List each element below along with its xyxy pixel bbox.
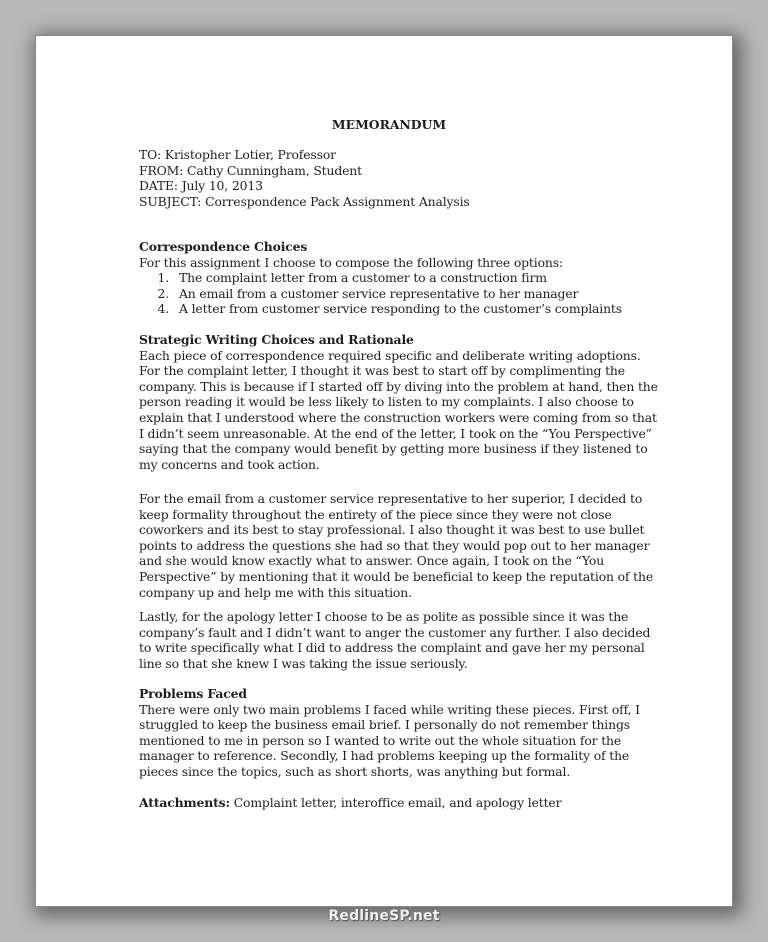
text-line: There were only two main problems I faced while writing these pieces. First off, I	[139, 701, 640, 717]
text-line: Perspective” by mentioning that it would be beneficial to keep the reputation of the	[139, 568, 654, 584]
text-line: mentioned to me in person so I wanted to write out the whole situation for the	[139, 732, 622, 748]
section-intro: For this assignment I choose to compose the following three options:	[139, 254, 563, 270]
text-line: struggled to keep the business email brief. I personally do not remember things	[139, 717, 630, 733]
list-item	[139, 270, 639, 286]
text-line: Lastly, for the apology letter I choose to be as polite as possible since it was the	[139, 609, 629, 624]
attachments-text: Complaint letter, interoffice email, and apology letter	[229, 795, 562, 810]
list-number: 2.	[157, 285, 169, 301]
text-line: pieces since the topics, such as short shorts, was anything but formal.	[139, 763, 571, 779]
text-line: Each piece of correspondence required specific and deliberate writing adoptions.	[139, 347, 641, 363]
text-line: For the complaint letter, I thought it was best to start off by complimenting the	[139, 363, 625, 379]
list-number: 4.	[157, 301, 169, 317]
memo-date: DATE: July 10, 2013	[139, 178, 263, 194]
list-item	[139, 286, 639, 302]
section-heading: Correspondence Choices	[139, 239, 308, 254]
paragraph-apology	[139, 609, 651, 671]
text-line: company up and help me with this situation.	[139, 584, 412, 600]
memo-from: FROM: Cathy Cunningham, Student	[139, 162, 362, 178]
list-text: An email from a customer service representative to her manager	[179, 285, 579, 301]
list-number: 1.	[157, 270, 169, 286]
text-line: person reading it would be less likely to listen to my complaints. I also choose to	[139, 394, 634, 410]
memo-to: TO: Kristopher Lotier, Professor	[139, 147, 336, 162]
text-line: explain that I understood where the construction workers were coming from so that	[139, 409, 657, 425]
section-strategic-writing	[139, 332, 658, 472]
section-correspondence-choices	[139, 239, 639, 317]
watermark-text: RedlineSP.net	[328, 908, 440, 924]
memo-header	[139, 147, 470, 209]
text-line: For the email from a customer service representative to her superior, I decided to	[139, 491, 643, 506]
section-attachments	[139, 795, 639, 811]
text-line: manager to reference. Secondly, I had problems keeping up the formality of the	[139, 748, 630, 764]
list-item	[139, 301, 639, 317]
text-line: and she would know exactly what to answer. Once again, I took on the “You	[139, 553, 605, 569]
paragraph-complaint-letter	[139, 347, 658, 473]
memo-title: MEMORANDUM	[331, 117, 447, 132]
paragraph-email	[139, 491, 654, 600]
text-line: company. This is because if I started off by diving into the problem at hand, then the	[139, 378, 658, 394]
text-line: keep formality throughout the entirety of the piece since they were not close	[139, 506, 612, 522]
attachments-line	[139, 795, 639, 811]
section-heading: Strategic Writing Choices and Rationale	[139, 332, 414, 347]
list-text: The complaint letter from a customer to a construction firm	[179, 270, 547, 286]
text-line: line so that she knew I was taking the issue seriously.	[139, 655, 468, 671]
text-line: coworkers and its best to stay professional. I also thought it was best to use bullet	[139, 522, 645, 538]
section-problems-faced	[139, 686, 639, 780]
attachments-label: Attachments:	[139, 795, 230, 810]
section-heading: Problems Faced	[139, 686, 247, 701]
text-line: I didn’t seem unreasonable. At the end of the letter, I took on the “You Perspective”	[139, 425, 652, 441]
list-text: A letter from customer service responding to the customer’s complaints	[179, 301, 622, 317]
text-line: my concerns and took action.	[139, 456, 320, 472]
text-line: saying that the company would benefit by getting more business if they listened to	[139, 441, 648, 457]
text-line: points to address the questions she had so that they would pop out to her manager	[139, 537, 650, 553]
text-line: company’s fault and I didn’t want to anger the customer any further. I also decided	[139, 624, 651, 640]
memo-page	[36, 36, 732, 906]
memo-subject: SUBJECT: Correspondence Pack Assignment Analysis	[139, 193, 470, 209]
text-line: to write specifically what I did to address the complaint and gave her my personal	[139, 640, 645, 656]
choices-list	[139, 270, 639, 317]
